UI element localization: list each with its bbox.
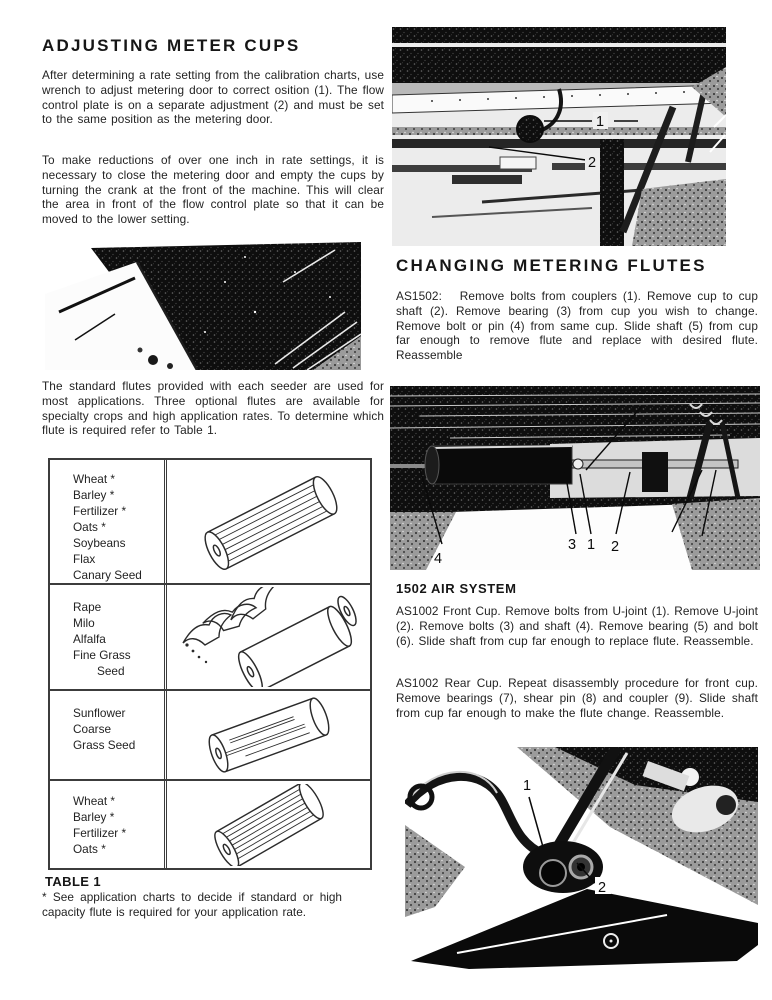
flute-cell bbox=[167, 781, 370, 868]
seed-flute-table bbox=[48, 458, 372, 870]
table-caption: TABLE 1 bbox=[45, 874, 102, 889]
seed-item: Fertilizer * bbox=[73, 826, 127, 840]
callout-1: 1 bbox=[596, 114, 605, 130]
flute-cell bbox=[167, 460, 370, 583]
table-row-4 bbox=[50, 781, 370, 868]
callout-4: 4 bbox=[434, 551, 443, 567]
seed-item: Soybeans bbox=[73, 536, 126, 550]
table-row-3 bbox=[50, 691, 370, 781]
heading-adjusting-meter-cups: ADJUSTING METER CUPS bbox=[42, 36, 301, 55]
seed-item: Flax bbox=[73, 552, 96, 566]
seed-item: Barley * bbox=[73, 488, 115, 502]
seed-item: Alfalfa bbox=[73, 632, 106, 646]
heading-changing-metering-flutes: CHANGING METERING FLUTES bbox=[396, 256, 707, 275]
photo-metering-crank bbox=[45, 242, 361, 370]
slotted-flute-illustration bbox=[171, 693, 367, 777]
flute-cell bbox=[167, 585, 370, 689]
seed-item: Fine Grass bbox=[73, 648, 131, 662]
seed-list bbox=[50, 781, 167, 868]
callout-1: 1 bbox=[523, 778, 532, 794]
para-standard-flutes: The standard flutes provided with each seeder are used for most applications. Three optional flutes are available for specialty crops and high application rates. To determine which flute is required refer to Table 1. bbox=[42, 379, 384, 438]
photo-as1502-metering-cup bbox=[390, 386, 760, 570]
seed-item: Wheat * bbox=[73, 472, 115, 486]
photo-as1002-ujoint-image bbox=[405, 747, 758, 970]
callout-2: 2 bbox=[598, 880, 607, 896]
seed-item: Oats * bbox=[73, 520, 106, 534]
seed-list bbox=[50, 460, 167, 583]
para-reductions: To make reductions of over one inch in rate settings, it is necessary to close the metering door and empty the cups by turning the crank at the front of the machine. This will clear the area in front of the flow control plate so that it can be moved to the lower setting. bbox=[42, 153, 384, 227]
seed-item: Rape bbox=[73, 600, 102, 614]
seed-item: Coarse bbox=[73, 722, 112, 736]
para-calibration: After determining a rate setting from the calibration charts, use wrench to adjust metering door to correct osition (1). The flow control plate is on a separate adjustment (2) and must be set to the same position as the metering door. bbox=[42, 68, 384, 127]
table-row-2 bbox=[50, 585, 370, 691]
seed-list bbox=[50, 585, 167, 689]
callout-3: 3 bbox=[568, 537, 577, 553]
standard-flute-illustration bbox=[171, 466, 367, 578]
seed-item: Grass Seed bbox=[73, 738, 136, 752]
seed-item: Wheat * bbox=[73, 794, 115, 808]
seed-item: Milo bbox=[73, 616, 95, 630]
photo-metering-crank-image bbox=[45, 242, 361, 370]
seed-list bbox=[50, 691, 167, 779]
table-footnote: * See application charts to decide if standard or high capacity flute is required for your application rate. bbox=[42, 890, 342, 919]
photo-as1002-u-joint bbox=[405, 747, 758, 970]
seed-item: Barley * bbox=[73, 810, 115, 824]
exploded-flute-illustration bbox=[169, 587, 369, 687]
photo-metering-door-adjustment bbox=[392, 27, 726, 246]
callout-2: 2 bbox=[611, 539, 620, 555]
seed-item: Seed bbox=[97, 664, 125, 678]
para-as1002-rear-cup: AS1002 Rear Cup. Repeat disassembly procedure for front cup. Remove bearings (7), shear pin (8) and coupler (9). Slide shaft from cup far enough to make the flute change. Reassemble. bbox=[396, 676, 758, 720]
photo-metering-door-image bbox=[392, 27, 726, 246]
high-capacity-flute-illustration bbox=[171, 784, 367, 866]
seed-item: Canary Seed bbox=[73, 568, 142, 582]
table-row-1 bbox=[50, 460, 370, 585]
seed-item: Fertilizer * bbox=[73, 504, 127, 518]
flute-cell bbox=[167, 691, 370, 779]
para-as1002-front-cup: AS1002 Front Cup. Remove bolts from U-joint (1). Remove U-joint (2). Remove bolts (3) and shaft (4). Remove bearing (5) and bolt (6). Slide shaft from cup far enough to replace flute. Reassemble. bbox=[396, 604, 758, 648]
callout-1: 1 bbox=[587, 537, 596, 553]
photo-as1502-cup-image bbox=[390, 386, 760, 570]
para-as1502: AS1502: Remove bolts from couplers (1). Remove cup to cup shaft (2). Remove bearing (3) from cup you wish to change. Remove bolt or pin (4) from same cup. Slide shaft (5) from cup far enough to remove flute and replace with desired flute. Reassemble bbox=[396, 289, 758, 363]
seed-item: Oats * bbox=[73, 842, 106, 856]
callout-2: 2 bbox=[588, 155, 597, 171]
heading-1502-air-system: 1502 AIR SYSTEM bbox=[396, 581, 517, 596]
seed-item: Sunflower bbox=[73, 706, 126, 720]
